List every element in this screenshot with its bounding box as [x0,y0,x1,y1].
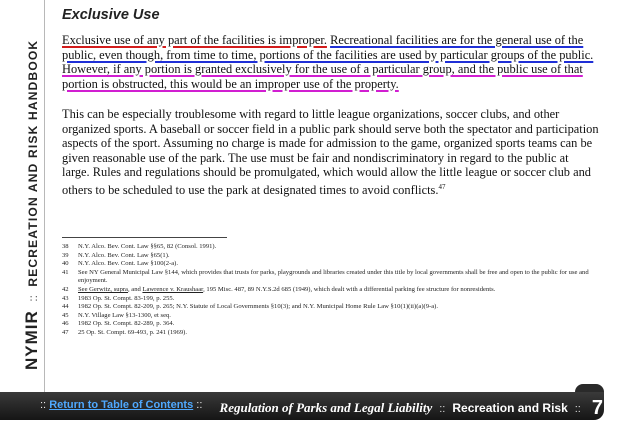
paragraph-exclusive-use [62,33,599,91]
footnote-item [62,329,602,338]
footnote-number: 47 [62,328,69,336]
footnote-number: 42 [62,285,69,293]
footnote-item [62,286,602,295]
footer-separator: :: [439,403,446,415]
section-heading: Exclusive Use [62,7,160,23]
footnote-number: 41 [62,268,69,276]
footnote-item [62,243,602,252]
footnote-text: 1982 Op. St. Compt. 82-289, p. 364. [78,320,175,328]
footnote-text: See NY General Municipal Law §144, which provides that trusts for parks, playgrounds and libraries created under this title by local governments shall be free and open to the public for use and enjoyment. [78,268,589,285]
handbook-title: RECREATION AND RISK HANDBOOK [26,39,40,287]
footnote-text: 1983 Op. St. Compt. 83-199, p. 255. [78,294,175,302]
footnote-text: N.Y. Village Law §13-1300, et seq. [78,311,171,319]
footnote-item [62,260,602,269]
footnote-connector: , and [127,285,143,293]
sidebar-separator: :: [26,295,40,302]
return-to-toc-link[interactable]: Return to Table of Contents [49,399,194,411]
footnote-number: 38 [62,243,69,250]
paragraph-text: This can be especially troublesome with regard to little league organizations, soccer clubs, and other organized sports. A baseball or soccer field in a public park should serve both the spectator and participation aspects of the sport. Assuming no charge is made for admission to the game, organized sports teams can be given reasonable use of the park. The use must be fair and nondiscriminatory in regard to the public at large. Rules and regulations should be promulgated, which would allow the little league or soccer club and others to be scheduled to use the park at designated times to avoid conflicts. [62,107,599,197]
document-title: Regulation of Parks and Legal Liability [219,400,433,415]
footnote-item [62,252,602,261]
footnote-item [62,303,602,312]
footnote-rest: , 195 Misc. 487, 89 N.Y.S.2d 685 (1949), which dealt with a differential parking fee structure for nonresidents. [203,285,496,293]
footnote-text: N.Y. Alco. Bev. Cont. Law §§65, 82 (Consol. 1991). [78,243,217,250]
sidebar-title [22,40,42,370]
footnote-item [62,312,602,321]
footnote-item [62,269,602,286]
footnote-number: 45 [62,311,69,319]
toc-prefix: :: [40,399,47,411]
footer-separator: :: [574,403,581,415]
footnote-text: 1982 Op. St. Compt. 82-209, p. 265; N.Y. Statute of Local Governments §10(3); and N.Y. Municipal Home Rule Law §10(1)(ii)(a)(9-a). [78,303,438,311]
footnote-text: N.Y. Alco. Bev. Cont. Law §65(1). [78,251,170,259]
footnote-item [62,295,602,304]
footnote-number: 43 [62,294,69,302]
footnote-item [62,320,602,329]
highlight-blue-sentence: Recreational facilities are for the general use of the public, even though, from time to time, portions of the facilities are used by particular groups of the public. [62,33,594,62]
toc-suffix: :: [196,399,203,411]
sidebar [0,0,45,392]
paragraph-organized-sports [62,107,599,197]
footnote-ref[interactable]: 47 [438,182,446,191]
footnote-text: 25 Op. St. Compt. 69-493, p. 241 (1969). [78,328,187,336]
footnote-number: 39 [62,251,69,259]
footnotes-list [62,243,602,338]
footnote-divider [62,237,227,238]
toc-nav [40,399,202,411]
footnote-number: 44 [62,303,69,311]
footnote-number: 46 [62,320,69,328]
highlight-red-sentence: Exclusive use of any part of the facilities is improper. [62,33,327,47]
brand-name: NYMIR [22,310,41,370]
footer-title-area [220,395,603,418]
highlight-magenta-sentence: However, if any portion is granted exclusively for the use of a particular group, and the public use of that portion is obstructed, this would be an improper use of the property. [62,62,583,91]
case-link-gerwitz[interactable]: See Gerwitz, supra [78,285,128,293]
case-link-lawrence[interactable]: Lawrence v. Kraushaar [142,285,204,293]
footnote-text [78,286,602,295]
section-name: Recreation and Risk [452,401,568,415]
footnote-number: 40 [62,260,69,268]
page-number: 7 [591,397,603,419]
footnote-text: N.Y. Alco. Bev. Cont. Law §100(2-a). [78,260,178,268]
